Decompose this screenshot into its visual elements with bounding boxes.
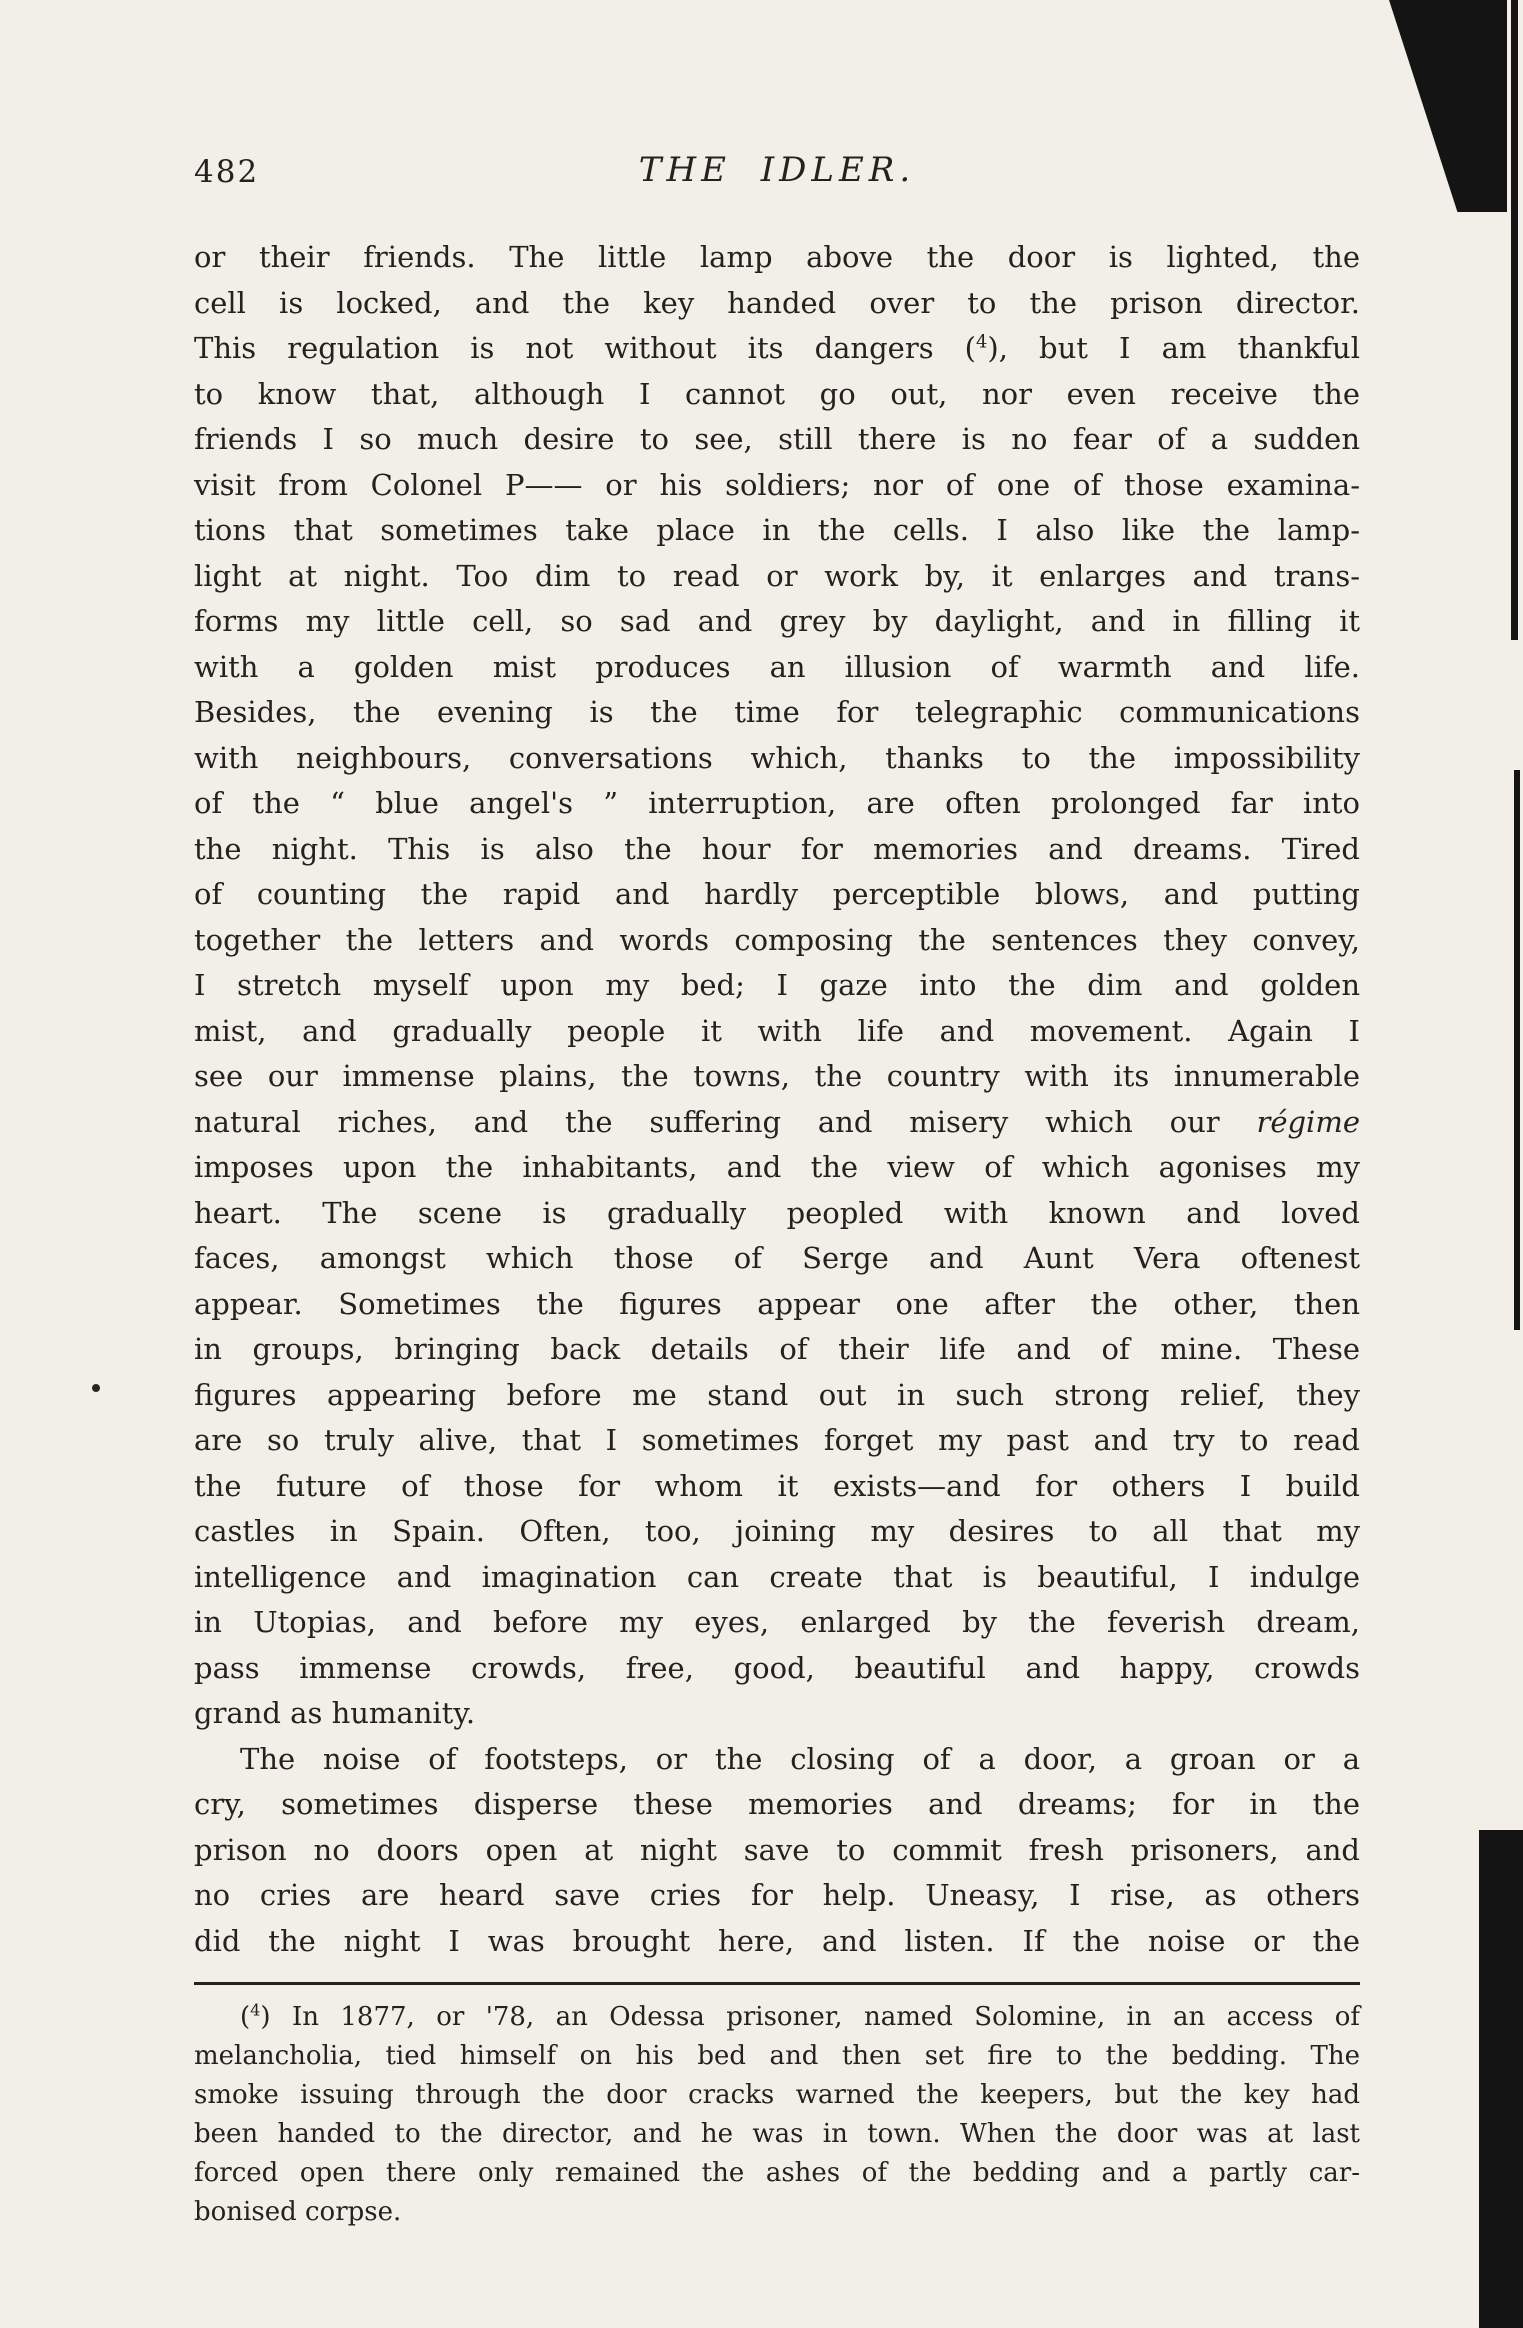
text-line: in groups, bringing back details of their life and of mine. These: [194, 1332, 1360, 1366]
text-line: imposes upon the inhabitants, and the view of which agonises my: [194, 1150, 1360, 1184]
body-text: [194, 235, 1360, 1964]
text-line: appear. Sometimes the figures appear one after the other, then: [194, 1286, 1360, 1321]
running-header: [194, 150, 1360, 208]
text-line: tions that sometimes take place in the cells. I also like the lamp-: [194, 513, 1360, 547]
text-line: mist, and gradually people it with life and movement. Again I: [194, 1013, 1360, 1048]
text-line: in Utopias, and before my eyes, enlarged by the feverish dream,: [194, 1605, 1360, 1639]
text-line: Besides, the evening is the time for telegraphic communications: [194, 695, 1360, 729]
text-line: or their friends. The little lamp above the door is lighted, the: [194, 240, 1360, 274]
text-line: of counting the rapid and hardly perceptible blows, and putting: [194, 877, 1360, 911]
ink-spot: [92, 1384, 100, 1392]
text-line: cry, sometimes disperse these memories and dreams; for in the: [194, 1787, 1360, 1821]
text-line: cell is locked, and the key handed over to the prison director.: [194, 285, 1360, 320]
text-line: intelligence and imagination can create that is beautiful, I indulge: [194, 1559, 1360, 1594]
text-line: friends I so much desire to see, still there is no fear of a sudden: [194, 422, 1360, 456]
text-line: castles in Spain. Often, too, joining my desires to all that my: [194, 1514, 1360, 1548]
page-content: [194, 150, 1360, 2232]
text-line: ($^4$) In 1877, or '78, an Odessa prisoner, named Solomine, in an access of: [240, 2000, 1360, 2032]
text-line: The noise of footsteps, or the closing of a door, a groan or a: [240, 1741, 1360, 1776]
text-line: did the night I was brought here, and listen. If the noise or the: [194, 1923, 1360, 1958]
text-line: forms my little cell, so sad and grey by daylight, and in filling it: [194, 604, 1360, 638]
text-line: figures appearing before me stand out in such strong relief, they: [194, 1377, 1360, 1412]
text-line: the night. This is also the hour for memories and dreams. Tired: [194, 831, 1360, 866]
text-line: bonised corpse.: [194, 2197, 402, 2227]
page-number: 482: [194, 154, 260, 190]
text-line: grand as humanity.: [194, 1696, 476, 1730]
text-line: to know that, although I cannot go out, nor even receive the: [194, 376, 1360, 411]
journal-title: THE IDLER.: [638, 150, 916, 190]
text-line: forced open there only remained the ashes of the bedding and a partly car-: [194, 2158, 1360, 2188]
text-line: with a golden mist produces an illusion of warmth and life.: [194, 649, 1360, 684]
text-line: visit from Colonel P—— or his soldiers; nor of one of those examina-: [194, 467, 1360, 502]
text-line: natural riches, and the suffering and misery which our régime: [194, 1104, 1360, 1139]
text-line: the future of those for whom it exists—and for others I build: [194, 1468, 1360, 1503]
text-line: faces, amongst which those of Serge and Aunt Vera oftenest: [194, 1241, 1360, 1275]
text-line: pass immense crowds, free, good, beautiful and happy, crowds: [194, 1650, 1360, 1685]
text-line: melancholia, tied himself on his bed and then set fire to the bedding. The: [194, 2041, 1360, 2071]
footnote-divider: [194, 1982, 1360, 1985]
text-line: This regulation is not without its dangers ($^4$), but I am thankful: [194, 331, 1360, 365]
text-line: together the letters and words composing the sentences they convey,: [194, 922, 1360, 957]
text-line: are so truly alive, that I sometimes forget my past and try to read: [194, 1423, 1360, 1457]
text-line: see our immense plains, the towns, the country with its innumerable: [194, 1059, 1360, 1093]
text-line: of the “ blue angel's ” interruption, are often prolonged far into: [194, 786, 1360, 820]
footnote: [194, 1998, 1360, 2232]
scan-artifact-edge-bottom: [1479, 1830, 1523, 2328]
text-line: been handed to the director, and he was in town. When the door was at last: [194, 2119, 1360, 2149]
scan-artifact-edge-top: [1511, 0, 1518, 640]
text-line: smoke issuing through the door cracks warned the keepers, but the key had: [194, 2080, 1360, 2110]
scan-artifact-edge-middle: [1514, 770, 1520, 1330]
text-line: I stretch myself upon my bed; I gaze into the dim and golden: [194, 968, 1360, 1002]
text-line: no cries are heard save cries for help. Uneasy, I rise, as others: [194, 1878, 1360, 1912]
text-line: heart. The scene is gradually peopled with known and loved: [194, 1195, 1360, 1230]
text-line: light at night. Too dim to read or work by, it enlarges and trans-: [194, 558, 1360, 593]
text-line: prison no doors open at night save to commit fresh prisoners, and: [194, 1832, 1360, 1867]
text-line: with neighbours, conversations which, thanks to the impossibility: [194, 740, 1360, 775]
scan-artifact-corner: [1389, 0, 1507, 212]
